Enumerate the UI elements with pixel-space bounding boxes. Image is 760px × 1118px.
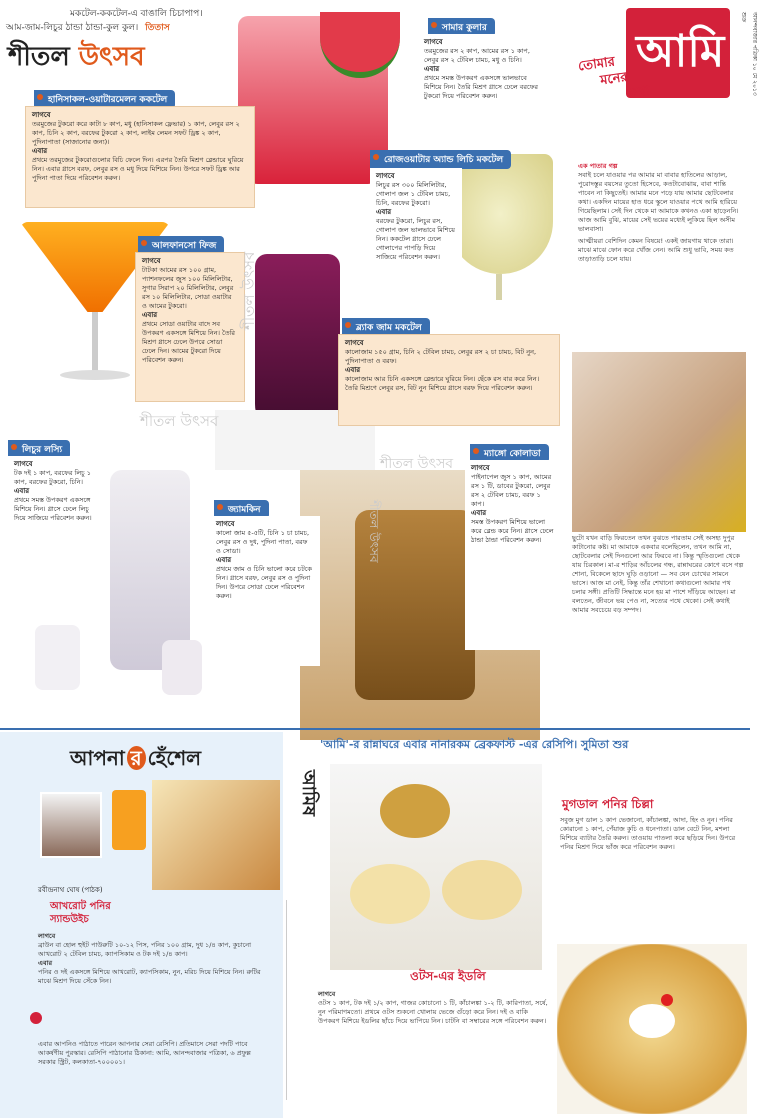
hesel-recipe-body <box>38 932 274 1028</box>
hesel-title-r: র <box>127 746 146 770</box>
ingredients-heading: লাগবে <box>345 339 364 347</box>
method-text: প্রথমে সোডা ওয়াটার বাদে সব উপকরণ একসঙ্গে মিশিয়ে নিন। তৈরি মিশ্রণ গ্লাসে ঢেলে উপরে সোডা ঢেলে দিন। আমের টুকরো দিয়ে পরিবেশন করুন। <box>142 320 236 364</box>
ingredients-text: তরমুজের রস ২ কাপ, আমের রস ১ কাপ, লেবুর রস ২ টেবিল চামচ, মধু ও চিনি। <box>424 47 530 64</box>
header-line-2 <box>6 20 170 35</box>
chutney-bowl <box>380 784 450 838</box>
recipe-watermelon-cocktail <box>25 106 255 208</box>
ingredients-text: কালো জাম ৫-৫টি, চিনি ১ চা চামচ, লেবুর রস ও দুধ, পুদিনা পাতা, বরফ ও সোডা। <box>216 529 310 555</box>
lassi-small-glass-1 <box>35 625 80 690</box>
column-title-1: তোমার <box>577 54 616 75</box>
column-text-2: আত্মীয়রা বেশিদিন কেমন বিষয়ে! একই জায়গায় থাকে তারা। মাঝে মাঝে ফোন করে খোঁজ নেন। আমি শুধু ভাবি, সময় কত তাড়াতাড়ি চলে যায়। <box>578 237 734 263</box>
ingredients-heading: লাগবে <box>32 111 51 119</box>
idli-photo <box>330 764 542 970</box>
column-title-3: কথা <box>627 83 651 102</box>
tag-rosewater-lychee: রোজওয়াটার অ্যান্ড লিচি মকটেল <box>370 150 511 169</box>
lassi-small-glass-2 <box>162 640 202 695</box>
method-heading: এবার <box>424 65 440 73</box>
method-heading: এবার <box>376 208 392 216</box>
method-heading: এবার <box>345 366 361 374</box>
method-heading: এবার <box>216 556 232 564</box>
watermark-1: শীতল উৎসব <box>140 412 219 430</box>
ingredients-heading: লাগবে <box>424 38 443 46</box>
tag-mango-colada: ম্যাঙ্গো কোলাডা <box>470 444 549 463</box>
tag-jamkin: জ্যামকিন <box>214 500 269 519</box>
idli-text: ওটস ১ কাপ, টক দই ১/২ কাপ, গাজর কোচানো ১ টি, কাঁচালঙ্কা ১-২ টি, কারিপাতা, সর্ষে, নুন পরিমাণমতো। প্রথমে ওটস শুকনো খোলায় ভেজে গুঁড়ো করে নিন। দই ও বাকি উপকরণ মিশিয়ে ইডলির ছাঁচে দিয়ে ভাপিয়ে নিন। চাটনি বা সম্বারের সঙ্গে পরিবেশন করুন। <box>318 999 548 1025</box>
watermark-2: শীতল উৎসব <box>240 251 258 330</box>
method-text: বরফের টুকরো, লিচুর রস, গোলাপ জল ভালভাবে মিশিয়ে নিন। ককটেল গ্লাসে ঢেলে গোলাপের পাপড়ি দিয়ে সাজিয়ে পরিবেশন করুন। <box>376 217 455 261</box>
ingredients-text: তরমুজের টুকরো করে কাটা ৮ কাপ, মধু (হানিসাকল ফ্লেভার) ১ কাপ, লেবুর রস ২ কাপ, চিনি ২ কাপ, বরফের টুকরো ২ কাপ, লাইম লেমন সফট ড্রিঙ্ক ২ কাপ, পুদিনাপাতা (সাজানোর জন্য)। <box>32 120 240 146</box>
column-title-2: মনের <box>599 69 629 89</box>
column-body-continued: ছুটো যখন বাড়ি ফিরতেন তখন বুঝতে পারতাম সেই অসহ্য দুপুর কাটানোর কষ্ট। মা আমাকে একবার বলেছিলেন, তখন আমি না, ছোটবেলার সেই দিনগুলো আর ফিরবে না। কিন্তু স্মৃতিগুলো থেকে যায় চিরকাল। মা-র শাড়ির আঁচলের গন্ধ, রান্নাঘরের কোণে বসে গল্প শোনা, বিকেলে ছাদে ঘুড়ি ওড়ানো — সব যেন চোখের সামনে ভাসে। আজ মা নেই, কিন্তু তাঁর শেখানো কথাগুলো আমার পথ চলার সঙ্গী। প্রতিটি সিদ্ধান্তে মনে হয় মা পাশে দাঁড়িয়ে আছেন। মা বলতেন, জীবনে ভয় পেও না, সত্যের পথে থেকো। সেই কথাই আমার সবচেয়ে বড় সম্পদ। <box>572 534 744 614</box>
title-part-1: শীতল <box>8 42 70 72</box>
method-heading: এবার <box>38 959 53 967</box>
hesel-title-2: হেঁশেল <box>147 746 202 770</box>
ingredients-text: লিচুর রস ৩০০ মিলিলিটার, গোলাপ জল ১ টেবিল চামচ, চিনি, বরফের টুকরো। <box>376 181 451 207</box>
brand-date: আনন্দবাজার পত্রিকা ১০ মে ২০১৩ শুক্র <box>740 12 758 96</box>
tomato-garnish <box>661 994 673 1006</box>
page-title <box>8 36 145 80</box>
ingredients-text: ব্রাউন বা হোল হুইট পাউরুটি ১০-১২ পিস, পনির ১০০ গ্রাম, দুধ ১/৪ কাপ, কুচানো আখরোট ২ টেবিল চামচ, ক্যাপসিকাম ও টক দই ১/৪ কাপ। <box>38 941 252 958</box>
header-subtitle: আম-জাম-লিচুর ঠান্ডা ঠান্ডা-কুল কুল। <box>6 23 139 33</box>
ingredients-text: টাটকা আমের রস ১০০ গ্রাম, প্যাশনফলের জুস ১০০ মিলিলিটার, সুগার সিরাপ ২০ মিলিলিটার, লেবুর রস ১০ মিলিলিটার, সোডা ওয়াটার ও আমের টুকরো। <box>142 266 234 310</box>
recipe-lychee-lassi <box>8 456 108 606</box>
hesel-title-1: আপনা <box>70 746 125 770</box>
chilla-photo <box>557 944 747 1114</box>
method-text: পনির ও দই একসঙ্গে মিশিয়ে আখরোট, ক্যাপসিকাম, নুন, মরিচ দিয়ে মিশিয়ে নিন। রুটির মাঝে মিশ্রণ দিয়ে সেঁকে নিন। <box>38 968 261 985</box>
recipe-jamkin <box>210 516 320 666</box>
column-title <box>577 42 703 109</box>
ingredients-text: কালোজাম ১৫০ গ্রাম, চিনি ২ টেবিল চামচ, লেবুর রস ২ চা চামচ, বিট নুন, পুদিনাপাতা ও বরফ। <box>345 348 537 365</box>
tag-lychee-lassi: লিচুর লস্যি <box>8 440 70 459</box>
ingredients-heading: লাগবে <box>318 990 336 998</box>
hesel-recipe-title: আখরোট পনির স্যান্ডউইচ <box>50 901 111 925</box>
ingredients-heading: লাগবে <box>216 520 235 528</box>
idli-1 <box>350 864 430 924</box>
author-name <box>38 884 103 896</box>
method-text: সমস্ত উপকরণ মিশিয়ে ভালো করে ব্লেন্ড করে নিন। গ্লাসে ঢেলে ঠান্ডা ঠান্ডা পরিবেশন করুন। <box>471 518 554 544</box>
hesel-promo: এবার আপনিও পাঠাতে পারেন আপনার সেরা রেসিপি। প্রতিমাসে সেরা পদটি পাবে আকর্ষণীয় পুরস্কার। রেসিপি পাঠানোর ঠিকানা: আমি, আনন্দবাজার পত্রিকা, ৬ প্রফুল্ল সরকার স্ট্রিট, কলকাতা-৭০০০০১। <box>38 1040 251 1066</box>
recipe-alphonso-fizz <box>135 252 245 402</box>
method-text: প্রথমে সমস্ত উপকরণ একসঙ্গে মিশিয়ে নিন। গ্লাসে ঢেলে লিচু দিয়ে সাজিয়ে পরিবেশন করুন। <box>14 496 92 522</box>
recipe-rosewater-lychee <box>370 168 462 314</box>
ingredients-heading: লাগবে <box>38 932 56 940</box>
method-text: কালোজাম আর চিনি একসঙ্গে ব্লেন্ডারে ঘুরিয়ে নিন। ছেঁকে রস বার করে নিন। তৈরি মিশ্রণে লেবুর রস, বিট নুন মিশিয়ে গ্লাসে বরফ দিয়ে পরিবেশন করুন। <box>345 375 540 392</box>
divider <box>0 728 750 730</box>
idli-title: ওটস-এর ইডলি <box>410 969 486 983</box>
column-text-1: সবাই চলে যাওয়ার পর আমার মা বাবার হাতিলের আড়াল, পুরোদস্তুর বয়সের তুতো হিসেবে, কতটাবোঝায়, বাবা শান্তি পাবেন না কিছুতেই। আমার মনে পড়ে যায় আমার ছোটবেলার কথা। একদিন মায়ের হাত ধরে স্কুলে যাওয়ার পথে আমি হারিয়ে গিয়েছিলাম। সেই দিন থেকে মা আমাকে কখনও একা ছাড়েননি। আজ আমি বুঝি, মায়ের সেই ভয়ের মধ্যেই লুকিয়ে ছিল অসীম ভালবাসা। <box>578 171 739 233</box>
idli-body <box>318 990 550 1110</box>
recipe-mango-colada <box>465 460 560 650</box>
tag-summer-cooler: সামার কুলার <box>428 18 495 37</box>
breakfast-vertical-credit <box>286 900 299 1100</box>
method-text: প্রথমে তরমুজের টুকরোগুলোর বিচি ফেলে দিন। এরপর তৈরি মিশ্রণ ব্লেন্ডারে ঘুরিয়ে নিন। এবার গ্লাসে বরফ, লেবুর রস ও মধু দিয়ে মিশিয়ে নিন। উপরে সফট ড্রিঙ্ক আর পুদিনা পাতা দিয়ে পরিবেশন করুন। <box>32 156 244 182</box>
recipe-blackjam-mocktail <box>338 334 560 426</box>
tag-blackjam-mocktail: ব্ল্যাক জাম মকটেল <box>342 318 430 337</box>
chilla-body: সবুজ মুগ ডাল ১ কাপ ভেজানো, কাঁচালঙ্কা, আদা, হিং ও নুন। পনির কোরানো ১ কাপ, পেঁয়াজ কুচি ও ধনেপাতা। ডাল বেটে নিন, মশলা মিশিয়ে ব্যাটার তৈরি করুন। তাওয়ায় পাতলা করে ছড়িয়ে দিন। উপরে পনির মিশ্রণ দিয়ে ভাঁজ করে পরিবেশন করুন। <box>560 816 736 851</box>
author-name-text: রবীন্দ্রনাথ ঘোষ <box>38 886 80 894</box>
juice-glass-image <box>112 790 146 850</box>
mango-cocktail-stem <box>92 312 98 372</box>
method-text: প্রথমে সমস্ত উপকরণ একসঙ্গে ভালভাবে মিশিয়ে নিন। তৈরি মিশ্রণ গ্লাসে ঢেলে বরফের টুকরো দিয়ে পরিবেশন করুন। <box>424 74 538 100</box>
paneer-topping <box>629 1004 675 1038</box>
lychee-drink-image <box>448 154 553 274</box>
tag-alphonso-fizz: আলফানসো ফিজ <box>138 236 224 255</box>
breakfast-vertical-label: আমিষ <box>298 770 319 817</box>
watermark-4: শীতল উৎসব <box>367 500 381 563</box>
method-heading: এবার <box>142 311 158 319</box>
ingredients-heading: লাগবে <box>471 464 490 472</box>
ingredients-heading: লাগবে <box>376 172 395 180</box>
author-role: (পাঠক) <box>81 886 103 894</box>
method-text: প্রথমে জাম ও চিনি ভালো করে চটকে নিন। গ্লাসে বরফ, লেবুর রস ও পুদিনা দিন। উপরে সোডা ঢেলে পরিবেশন করুন। <box>216 565 312 600</box>
ingredients-text: পাইনাপেল জুস ১ কাপ, আমের রস ১ টি, ডাবের টুকরো, লেবুর রস ২ টেবিল চামচ, বরফ ১ কাপ। <box>471 473 552 508</box>
brand-logo-text: আমি <box>636 26 725 77</box>
method-heading: এবার <box>32 147 48 155</box>
byline: তিতাস <box>145 23 170 33</box>
method-heading: এবার <box>14 487 30 495</box>
ingredients-heading: লাগবে <box>142 257 161 265</box>
title-part-2: উৎসব <box>78 42 145 72</box>
author-photo <box>40 792 102 858</box>
mother-child-photo <box>572 352 746 532</box>
ingredients-text: টক দই ১ কাপ, বরফের লিচু ১ কাপ, বরফের টুকরো, চিনি। <box>14 469 91 486</box>
mango-cocktail-base <box>60 370 130 380</box>
watermark-3: শীতল উৎসব <box>380 456 454 472</box>
hesel-title <box>70 744 201 777</box>
column-kicker: এক পাতার গল্প <box>578 162 618 170</box>
breakfast-strip: 'আমি'-র রান্নাঘরে এবার নানারকম ব্রেকফাস্ট -এর রেসিপি। সুমিতা শুর <box>320 738 629 751</box>
chilla-title: মুগডাল পনির চিল্লা <box>562 797 654 811</box>
idli-2 <box>442 860 522 920</box>
header-line-1: মকটেল-ককটেল-এ বাঙালি চিচাপাপ। <box>70 9 203 19</box>
column-body <box>578 162 744 352</box>
pin-icon <box>30 1012 42 1024</box>
recipe-summer-cooler <box>418 34 546 152</box>
method-heading: এবার <box>471 509 487 517</box>
lychee-glass-stem <box>496 274 502 300</box>
tag-watermelon-cocktail: হানিসাকল-ওয়াটারমেলন ককটেল <box>34 90 175 109</box>
ingredients-heading: লাগবে <box>14 460 33 468</box>
sandwich-photo <box>152 780 280 890</box>
